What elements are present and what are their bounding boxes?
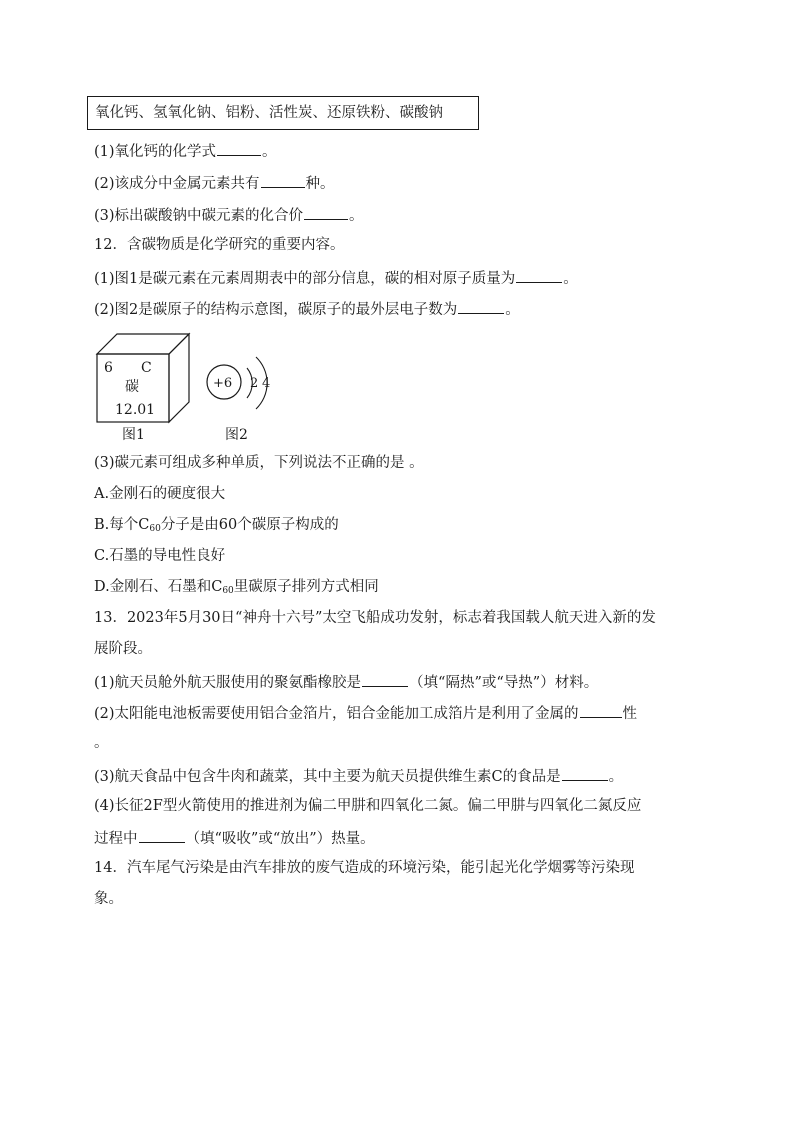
relative-atomic-mass: 12.01 <box>115 402 156 418</box>
q13-part2-continuation: 。 <box>94 735 109 751</box>
q11-part3: (3)标出碳酸钠中碳元素的化合价 。 <box>94 204 364 226</box>
q14-line1: 14．汽车尾气污染是由汽车排放的废气造成的环境污染，能引起光化学烟雾等污染现 <box>94 860 635 876</box>
nucleus-charge: +6 <box>213 376 233 391</box>
element-name: 碳 <box>125 379 139 395</box>
option-b: B.每个$C_{60}$分子是由60个碳原子构成的 <box>94 517 339 534</box>
cube-side-face <box>169 334 189 422</box>
option-a: A.金刚石的硬度很大 <box>94 486 226 502</box>
answer-blank[interactable] <box>362 671 408 687</box>
q12-part1: (1)图1是碳元素在元素周期表中的部分信息，碳的相对原子质量为 。 <box>94 267 578 289</box>
q11-part1: (1)氧化钙的化学式 。 <box>94 140 277 162</box>
q11-part2: (2)该成分中金属元素共有 种。 <box>94 172 335 194</box>
q12-part2: (2)图2是碳原子的结构示意图，碳原子的最外层电子数为 。 <box>94 298 520 320</box>
q13-part4-line1: (4)长征2F型火箭使用的推进剂为偏二甲肼和四氧化二氮。偏二甲肼与四氧化二氮反应 <box>94 798 642 814</box>
q13-stem-line1: 13．2023年5月30日“神舟十六号”太空飞船成功发射，标志着我国载人航天进入新的发 <box>94 610 656 626</box>
option-d: D.金刚石、石墨和$C_{60}$里碳原子排列方式相同 <box>94 579 379 596</box>
answer-blank[interactable] <box>516 267 562 283</box>
shell-1-electrons: 2 <box>250 376 259 391</box>
q13-part3: (3)航天食品中包含牛肉和蔬菜，其中主要为航天员提供维生素C的食品是 。 <box>94 765 623 787</box>
answer-blank[interactable] <box>580 702 622 718</box>
answer-blank[interactable] <box>217 140 261 156</box>
q13-part1: (1)航天员舱外航天服使用的聚氨酯橡胶是 （填“隔热”或“导热”）材料。 <box>94 671 598 693</box>
answer-blank[interactable] <box>562 765 608 781</box>
figure-2-atom-structure <box>198 340 288 442</box>
answer-blank[interactable] <box>139 827 185 843</box>
cube-top-face <box>97 334 189 354</box>
option-c: C.石墨的导电性良好 <box>94 548 226 564</box>
q14-line2: 象。 <box>94 891 123 907</box>
shell-2-electrons: 4 <box>262 376 271 391</box>
q13-stem-line2: 展阶段。 <box>94 641 152 657</box>
answer-blank[interactable] <box>458 298 504 314</box>
ingredients-box <box>87 96 479 130</box>
figure-1-periodic-cell <box>94 330 204 442</box>
atomic-number: 6 <box>104 360 113 376</box>
figure-2-caption: 图2 <box>225 427 248 442</box>
q13-part2: (2)太阳能电池板需要使用铝合金箔片，铝合金能加工成箔片是利用了金属的 性 <box>94 702 637 724</box>
q12-part3: (3)碳元素可组成多种单质，下列说法不正确的是 。 <box>94 455 424 471</box>
q13-part4-line2: 过程中 （填“吸收”或“放出”）热量。 <box>94 827 375 849</box>
element-symbol: C <box>141 360 152 376</box>
q12-stem: 12．含碳物质是化学研究的重要内容。 <box>94 237 345 253</box>
answer-blank[interactable] <box>261 172 305 188</box>
ingredients-text: 氧化钙、氢氧化钠、铝粉、活性炭、还原铁粉、碳酸钠 <box>95 105 443 121</box>
figure-1-caption: 图1 <box>122 427 145 442</box>
answer-blank[interactable] <box>304 204 348 220</box>
